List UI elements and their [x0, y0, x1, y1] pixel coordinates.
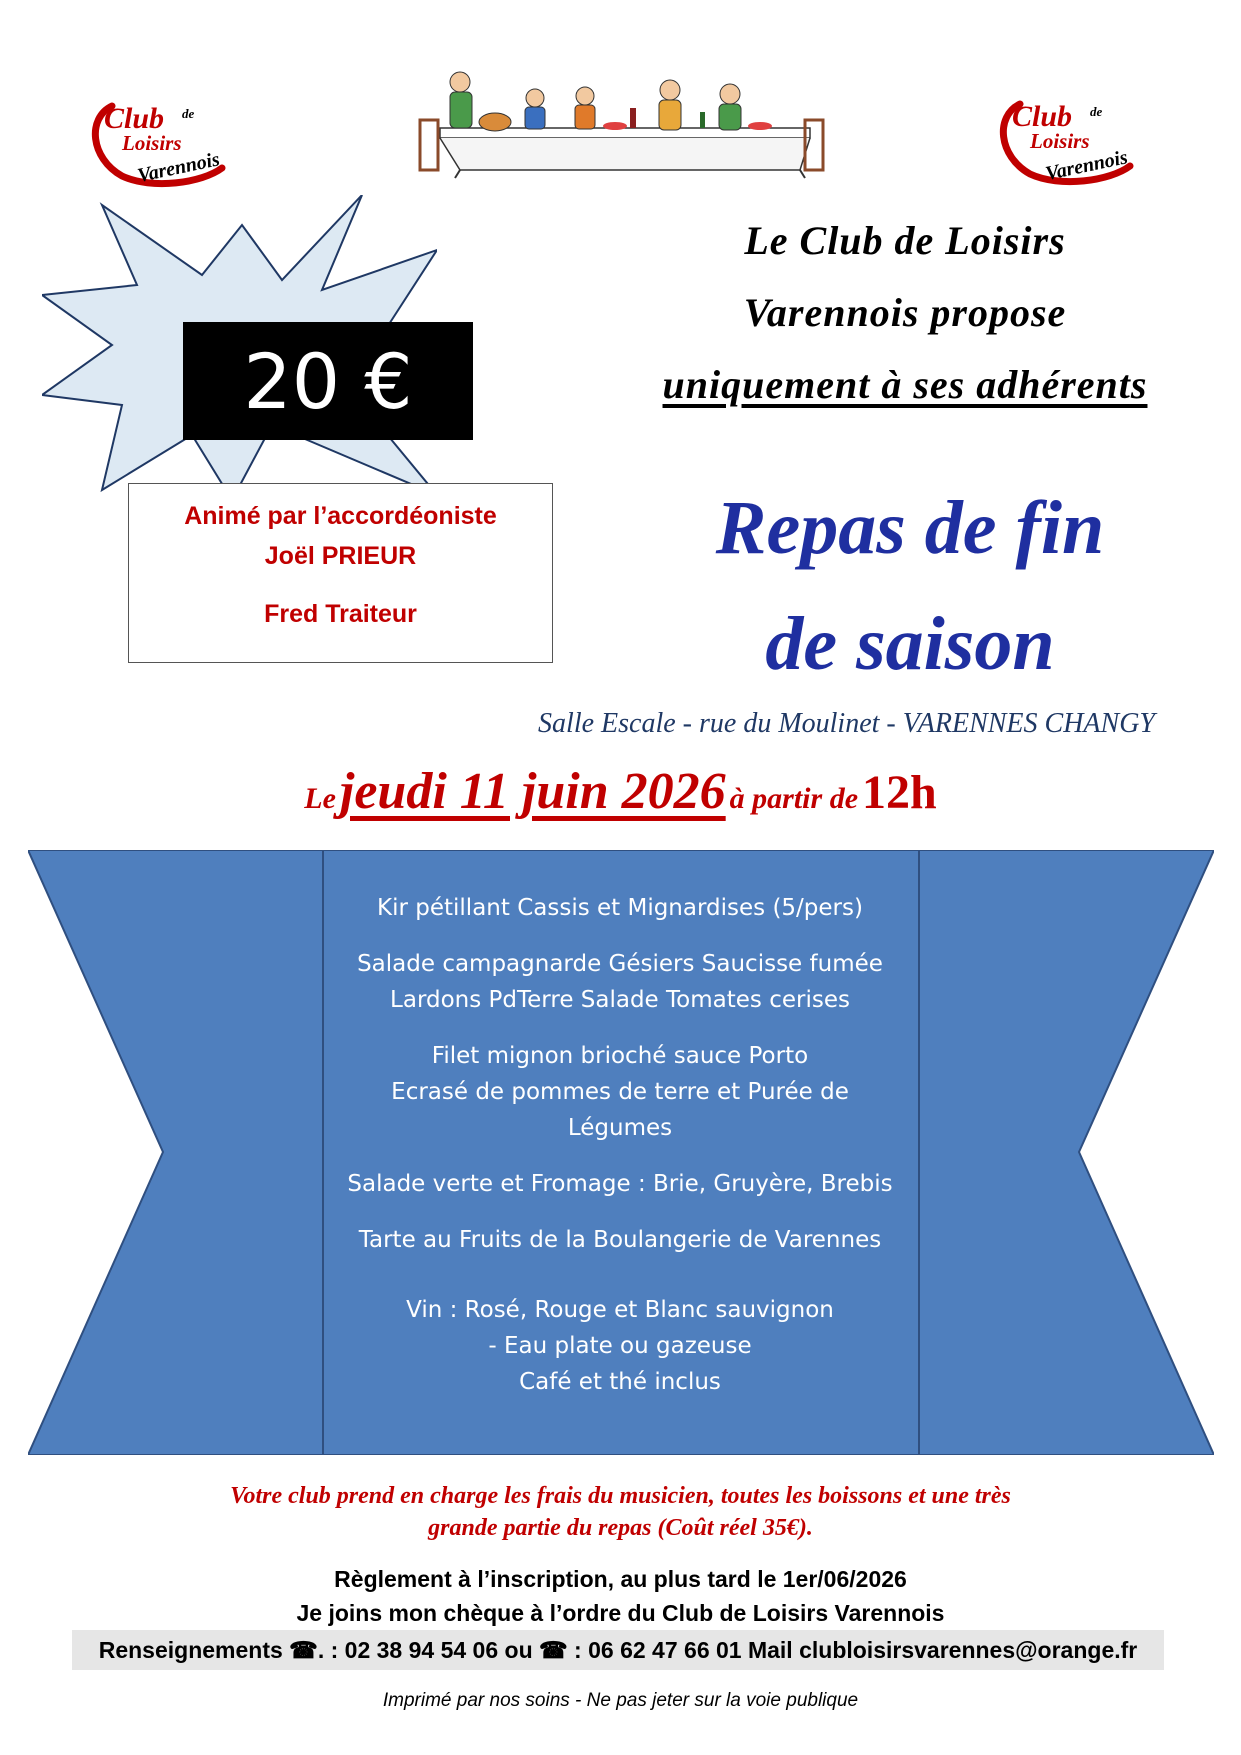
note-line-1: Votre club prend en charge les frais du musicien, toutes les boissons et une très — [230, 1483, 1011, 1509]
menu-line: Vin : Rosé, Rouge et Blanc sauvignon — [406, 1297, 834, 1323]
animation-info-box — [128, 483, 553, 663]
event-date — [0, 762, 1241, 821]
date-time: 12h — [862, 766, 937, 819]
menu-line: Salade campagnarde Gésiers Saucisse fumée — [357, 951, 883, 977]
menu-line: Filet mignon brioché sauce Porto — [431, 1043, 809, 1069]
animation-line-1: Animé par l’accordéoniste — [184, 502, 497, 530]
logo-loisirs-text: Loisirs — [1030, 129, 1090, 153]
club-logo-right — [990, 86, 1160, 196]
date-middle: à partir de — [729, 782, 859, 815]
title-line-2: de saison — [765, 602, 1055, 686]
date-day: jeudi 11 juin 2026 — [339, 763, 726, 820]
menu-aperitif — [325, 890, 915, 926]
payment-line-2: Je joins mon chèque à l’ordre du Club de Loisirs Varennois — [296, 1600, 945, 1626]
menu-line: Légumes — [567, 1115, 673, 1141]
logo-varennois-text: Varennois — [1043, 146, 1130, 186]
date-prefix: Le — [304, 782, 336, 815]
menu-starter — [325, 946, 915, 1018]
logo-de-text: de — [182, 106, 195, 121]
club-note — [80, 1480, 1161, 1544]
menu-line: Café et thé inclus — [519, 1369, 721, 1395]
logo-loisirs-text: Loisirs — [122, 131, 182, 155]
intro-line-2: Varennois propose — [743, 290, 1067, 335]
footer-notice: Imprimé par nos soins - Ne pas jeter sur la voie publique — [382, 1690, 859, 1711]
menu-dessert — [325, 1222, 915, 1258]
menu-main — [325, 1038, 915, 1146]
menu-line: Lardons PdTerre Salade Tomates cerises — [390, 987, 850, 1013]
intro-line-3: uniquement à ses adhérents — [662, 362, 1148, 407]
payment-line-1: Règlement à l’inscription, au plus tard le 1er/06/2026 — [334, 1566, 907, 1592]
note-line-2: grande partie du repas (Coût réel 35€). — [428, 1515, 813, 1541]
menu-line: Ecrasé de pommes de terre et Purée de — [391, 1079, 849, 1105]
menu-line: Salade verte et Fromage : Brie, Gruyère, Brebis — [347, 1171, 893, 1197]
menu-line: - Eau plate ou gazeuse — [488, 1333, 752, 1359]
logo-varennois-text: Varennois — [135, 148, 222, 188]
logo-club-text: Club — [104, 102, 165, 135]
menu-line: Tarte au Fruits de la Boulangerie de Varennes — [358, 1227, 882, 1253]
venue-address: Salle Escale - rue du Moulinet - VARENNES CHANGY — [538, 708, 1155, 739]
logo-club-text: Club — [1012, 100, 1073, 133]
menu-cheese — [325, 1166, 915, 1202]
title-line-1: Repas de fin — [715, 486, 1105, 570]
animation-line-2: Joël PRIEUR — [264, 542, 417, 570]
event-title — [640, 470, 1180, 702]
contact-info: Renseignements ☎. : 02 38 94 54 06 ou ☎ : 06 62 47 66 01 Mail clubloisirsvarennes@orange.fr — [72, 1630, 1164, 1670]
menu-list — [325, 890, 915, 1400]
family-dinner-illustration — [400, 50, 840, 180]
payment-info — [0, 1562, 1241, 1630]
club-logo-left — [82, 88, 252, 198]
logo-de-text: de — [1090, 104, 1103, 119]
price-label: 20 € — [183, 322, 473, 440]
menu-line: Kir pétillant Cassis et Mignardises (5/pers) — [377, 895, 863, 921]
menu-drinks — [325, 1292, 915, 1400]
intro-line-1: Le Club de Loisirs — [744, 218, 1066, 263]
animation-line-3: Fred Traiteur — [264, 600, 417, 628]
intro-text — [615, 205, 1195, 421]
